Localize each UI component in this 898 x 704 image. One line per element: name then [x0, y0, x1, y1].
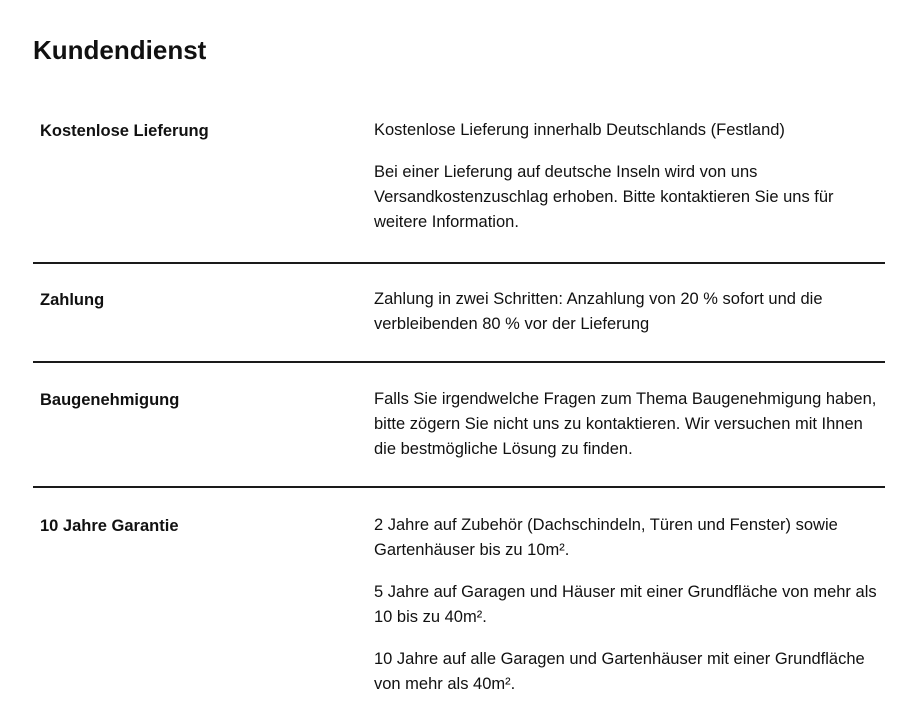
row-label: Baugenehmigung	[40, 391, 180, 409]
service-table	[33, 117, 885, 697]
row-label: Zahlung	[40, 291, 105, 309]
row-paragraph: 2 Jahre auf Zubehör (Dachschindeln, Türen und Fenster) sowie Gartenhäuser bis zu 10m².	[374, 516, 838, 559]
row-paragraph: 10 Jahre auf alle Garagen und Gartenhäuser mit einer Grundfläche von mehr als 40m².	[374, 650, 865, 693]
page-title: Kundendienst	[33, 35, 207, 65]
row-content	[374, 287, 885, 337]
row-content	[374, 387, 885, 462]
service-row-delivery	[33, 117, 885, 264]
row-label: 10 Jahre Garantie	[40, 517, 179, 535]
service-row-warranty	[33, 488, 885, 697]
row-label: Kostenlose Lieferung	[40, 122, 209, 140]
row-paragraph: Kostenlose Lieferung innerhalb Deutschlands (Festland)	[374, 121, 785, 139]
row-paragraph: Bei einer Lieferung auf deutsche Inseln wird von uns Versandkostenzuschlag erhoben. Bitte kontaktieren Sie uns für weitere Information.	[374, 163, 834, 231]
row-paragraph: 5 Jahre auf Garagen und Häuser mit einer Grundfläche von mehr als 10 bis zu 40m².	[374, 583, 877, 626]
row-paragraph: Falls Sie irgendwelche Fragen zum Thema Baugenehmigung haben, bitte zögern Sie nicht uns zu kontaktieren. Wir versuchen mit Ihnen die bestmögliche Lösung zu finden.	[374, 390, 877, 458]
service-row-payment	[33, 264, 885, 363]
row-content	[374, 513, 885, 697]
service-row-building-permit	[33, 363, 885, 488]
row-content	[374, 118, 885, 235]
row-paragraph: Zahlung in zwei Schritten: Anzahlung von 20 % sofort und die verbleibenden 80 % vor der Lieferung	[374, 290, 823, 333]
